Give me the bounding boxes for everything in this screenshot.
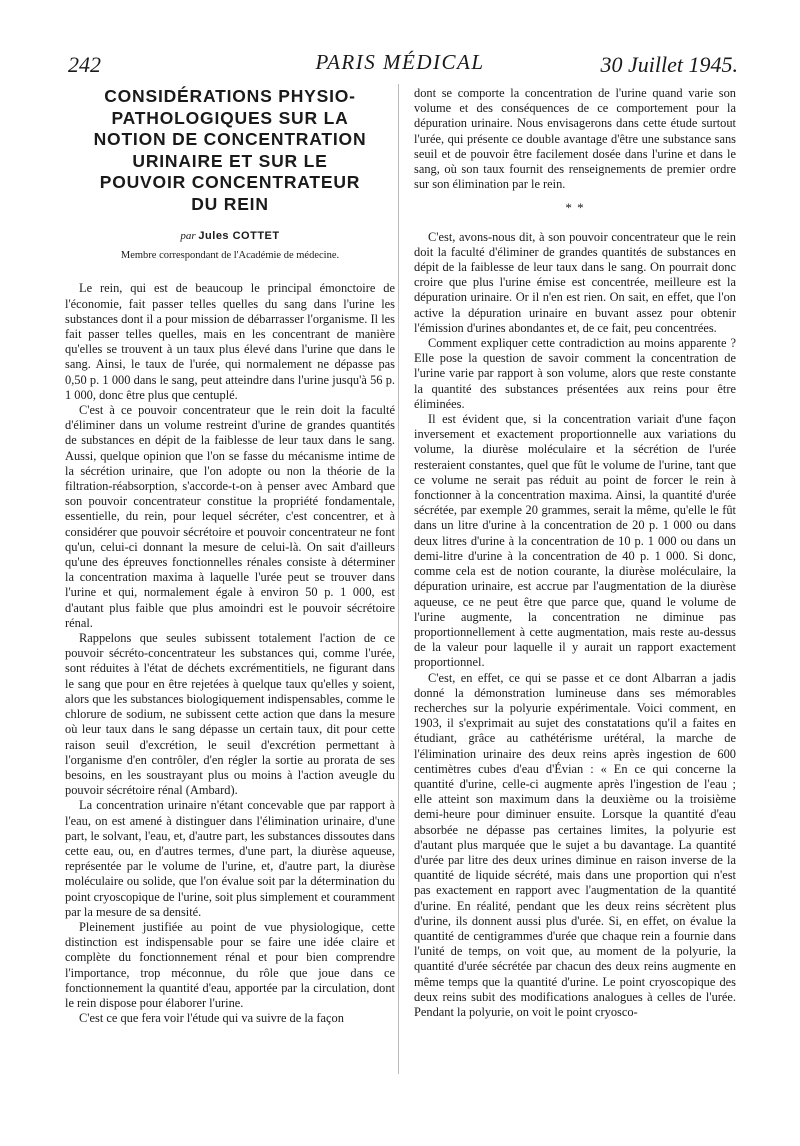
body-paragraph: Pleinement justifiée au point de vue physiologique, cette distinction est indispensable pour se faire une idée claire et complète du fonctionnement rénal et pour bien comprendre l'importance, trop méconnue, du rôle que joue dans ce fonctionnement la quantité d'eau, apportée par la circulation, dont le rein dispose pour élaborer l'urine. [65,919,395,1010]
body-paragraph: Rappelons que seules subissent totalement l'action de ce pouvoir sécréto-concentrateur les substances qui, comme l'urée, sont réduites à l'état de déchets excrémentitiels, ne figurant dans le sang que pour en être rejetées à quelque taux qu'elles y soient, alors que les substances biologiquement indispensables, comme le chlorure de sodium, ne subissent cette action que dans la mesure où leur taux dans le sang dépasse un certain taux, dit pour cette raison seuil d'excrétion, le seuil d'excrétion permettant à l'organisme d'en contrôler, d'en régler la sortie au prorata de ses besoins, en les soustrayant plus ou moins à l'action aveugle du pouvoir sécrétoire rénal (Ambard). [65,631,395,798]
author-name: Jules COTTET [198,230,280,242]
body-paragraph: C'est, en effet, ce qui se passe et ce dont Albarran a jadis donné la démonstration lumineuse dans ses mémorables recherches sur la polyurie expérimentale. Voici comment, en 1903, il s'exprimait au sujet des constatations qu'il a faites en étudiant, grâce au cathétérisme urétéral, la marche de l'élimination urinaire des deux reins après ingestion de 600 centimètres cubes d'eau d'Évian : « En ce qui concerne la quantité d'urine, celle-ci augmente après l'ingestion de l'eau ; elle atteint son maximum dans la deuxième ou la troisième demi-heure pour diminuer ensuite. Lorsque la quantité d'eau absorbée ne dépasse pas certaines limites, la polyurie est d'autant plus marquée que le sujet a bu davantage. La quantité d'urée par litre des deux urines diminue en raison inverse de la quantité de liquide sécrété, mais dans une proportion qui n'est pas exactement en rapport avec l'augmentation de la quantité d'urine. En réalité, pendant que les deux reins sécrètent plus d'urine, ils donnent aussi plus d'urée. Si, en effet, on évalue la quantité de centigrammes d'urée que chaque rein a fournie dans l'unité de temps, on voit que, au moment de la polyurie, la quantité d'urée sécrétée par chacun des deux reins augmente en même temps que la quantité d'urine. Le point cryoscopique des deux reins subit des modifications analogues à celles de l'urée. Pendant la polyurie, on voit le point cryosco- [414,670,736,1019]
page-number: 242 [68,52,101,77]
body-paragraph: Il est évident que, si la concentration variait d'une façon inversement et exactement proportionnelle aux variations du volume, la diurèse moléculaire et la sécrétion de l'urée resteraient constantes, quel que fût le volume de l'urine, tant que ce volume ne serait pas réduit au point de forcer le rein à fonctionner à la concentration maxima. Ainsi, la quantité d'urée sécrétée, par exemple 20 grammes, serait la même, qu'elle le fût dans un litre d'urine à la concentration de 20 p. 1 000 ou dans deux litres d'urine à la concentration de 10 p. 1 000 ou dans un demi-litre d'urine à la concentration de 40 p. 1 000. Si donc, comme cela est de notion courante, la diurèse moléculaire, la dépuration urinaire, est accrue par l'augmentation de la diurèse aqueuse, ce ne peut être que parce que, quand le volume de l'urine augmente, la concentration ne diminue pas proportionnellement à cette augmentation, mais reste au-dessus de la valeur pour laquelle il y aurait un rapport exactement proportionnel. [414,412,736,670]
continued-paragraph: dont se comporte la concentration de l'urine quand varie son volume et des conséquences de ce comportement pour la dépuration urinaire. Nous envisagerons dans cette étude surtout l'urée, qui présente ce double avantage d'être une substance sans seuil et de pouvoir être facilement dosée dans l'urine et dans le sang, où son taux fournit des renseignements de premier ordre sur son élimination par le rein. [414,86,736,192]
left-column [65,86,395,1026]
title-line: PATHOLOGIQUES SUR LA [111,107,349,128]
article-title [65,86,395,215]
body-paragraph: C'est, avons-nous dit, à son pouvoir concentrateur que le rein doit la faculté d'éliminer de grandes quantités de substances en dépit de la faiblesse de leur taux dans le sang. On pourrait donc croire que plus l'urine émise est concentrée, meilleure est la dépuration urinaire. Or il n'en est rien. On sait, en effet, que l'on active la dépuration urinaire en buvant assez pour obtenir l'émission d'urines abondantes et, de ce fait, peu concentrées. [414,229,736,335]
title-line: POUVOIR CONCENTRATEUR [99,172,361,192]
section-separator: * * [565,200,585,216]
title-line: URINAIRE ET SUR LE [132,150,328,171]
body-paragraph: La concentration urinaire n'étant concevable que par rapport à l'eau, on est amené à distinguer dans l'élimination urinaire, d'une part, le solvant, l'eau, et, d'autre part, les substances dissoutes dans cette eau, ou, en d'autres termes, d'une part, la diurèse aqueuse, représentée par le volume de l'urine, et, d'autre part, la diurèse moléculaire ou solide, que l'on évalue soit par la détermination du point cryoscopique de l'urine, soit plus simplement et couramment par la mesure de sa densité. [65,798,395,919]
body-paragraph: Comment expliquer cette contradiction au moins apparente ? Elle pose la question de savoir comment la concentration de l'urine varie par rapport à son volume, alors que reste constante la quantité des substances présentées aux reins pour être éliminées. [414,336,736,411]
title-line: NOTION DE CONCENTRATION [93,129,367,149]
byline [65,229,395,244]
byline-prefix: par [180,230,196,242]
journal-title: PARIS MÉDICAL [315,50,485,74]
running-header [62,50,738,80]
body-paragraph: C'est à ce pouvoir concentrateur que le rein doit la faculté d'éliminer dans un volume restreint d'urine de grandes quantités de substances en dépit de la faiblesse de leur taux dans le sang. Aussi, quelque opinion que l'on se fasse du mécanisme intime de la sécrétion urinaire, que l'on adopte ou non la théorie de la filtration-réabsorption, s'accorde-t-on à penser avec Ambard que son pouvoir concentrateur constitue la propriété fondamentale, essentielle, du rein, pour lequel sécréter, c'est concentrer, et à considérer que pouvoir sécrétoire et pouvoir concentrateur ne font qu'un, celui-ci donnant la mesure de celui-là. On sait d'ailleurs qu'une des épreuves fonctionnelles rénales consiste à déterminer la concentration maxima à laquelle l'urée peut se trouver dans l'urine et qui, normalement égale à environ 50 p. 1 000, est d'autant plus faible que plus amoindri est le pouvoir sécrétoire rénal. [65,403,395,630]
author-affiliation: Membre correspondant de l'Académie de médecine. [120,250,340,262]
body-paragraph: C'est ce que fera voir l'étude qui va suivre de la façon [79,1011,344,1026]
issue-date: 30 Juillet 1945. [600,52,738,77]
body-paragraph: Le rein, qui est de beaucoup le principal émonctoire de l'économie, fait passer telles quelles du sang dans l'urine les substances dont il a pour mission de débarrasser l'organisme. Il les fait passer telles quelles, mais en les concentrant de manière qu'elles se trouvent à un taux plus élevé dans l'urine que dans le sang. Ainsi, le taux de l'urée, qui normalement ne dépasse pas 0,50 p. 1 000 dans le sang, peut atteindre dans l'urine jusqu'à 56 p. 1 000, donc être plus que centuplé. [65,281,395,402]
column-divider [398,84,399,1074]
title-line: DU REIN [191,193,269,214]
title-line: CONSIDÉRATIONS PHYSIO- [104,86,356,106]
right-column [414,86,736,1020]
